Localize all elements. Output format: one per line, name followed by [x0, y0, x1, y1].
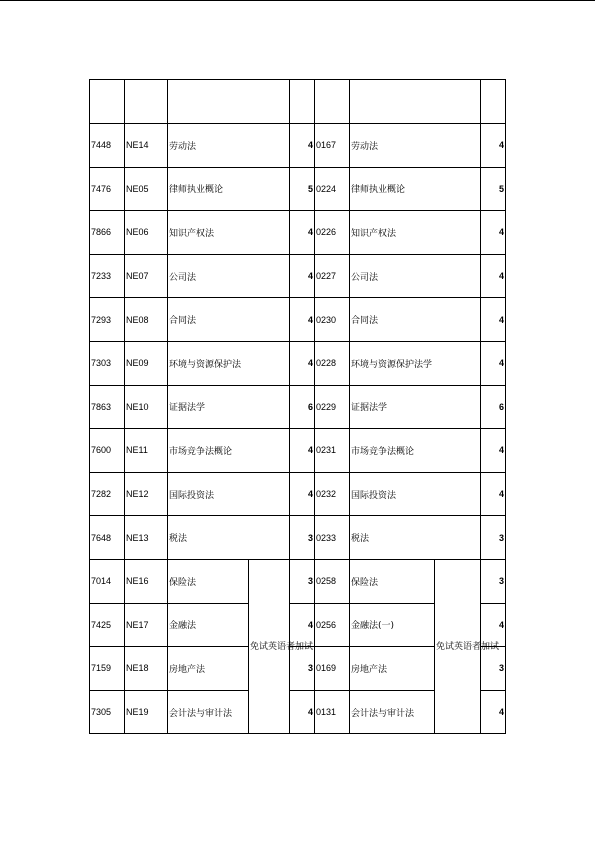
table-header-row [90, 80, 506, 124]
header-cell [90, 80, 125, 124]
header-cell [168, 80, 290, 124]
course-code-ne: NE17 [125, 603, 168, 647]
table-row [90, 341, 506, 385]
page-top-rule [0, 0, 595, 1]
table-row [90, 472, 506, 516]
course-code-ne: NE12 [125, 472, 168, 516]
course-code-ne: NE14 [125, 124, 168, 168]
course-name: 税法 [168, 516, 290, 560]
course-code-ne: NE06 [125, 211, 168, 255]
course-code-ne: NE16 [125, 559, 168, 603]
course-code: 7159 [90, 647, 125, 691]
course-credit: 4 [290, 429, 315, 473]
table-row [90, 211, 506, 255]
course-credit: 4 [290, 603, 315, 647]
course-name-alt: 市场竞争法概论 [350, 429, 481, 473]
course-name: 国际投资法 [168, 472, 290, 516]
course-credit-alt: 4 [481, 298, 506, 342]
course-code: 7233 [90, 254, 125, 298]
course-code-alt: 0227 [315, 254, 350, 298]
course-credit-alt: 4 [481, 429, 506, 473]
course-credit-alt: 3 [481, 559, 506, 603]
course-name: 公司法 [168, 254, 290, 298]
course-credit: 5 [290, 167, 315, 211]
course-credit: 4 [290, 124, 315, 168]
course-name-alt: 证据法学 [350, 385, 481, 429]
course-name: 合同法 [168, 298, 290, 342]
course-code-alt: 0229 [315, 385, 350, 429]
course-code-alt: 0226 [315, 211, 350, 255]
course-credit-alt: 4 [481, 254, 506, 298]
course-code-alt: 0167 [315, 124, 350, 168]
course-code-ne: NE19 [125, 690, 168, 734]
table-row [90, 124, 506, 168]
course-code-alt: 0224 [315, 167, 350, 211]
course-credit-alt: 4 [481, 124, 506, 168]
course-code: 7448 [90, 124, 125, 168]
table-row [90, 385, 506, 429]
course-code: 7303 [90, 341, 125, 385]
course-code: 7014 [90, 559, 125, 603]
course-code-alt: 0231 [315, 429, 350, 473]
course-name-alt: 会计法与审计法 [350, 690, 435, 734]
course-credit-alt: 4 [481, 341, 506, 385]
course-code: 7866 [90, 211, 125, 255]
table-row [90, 516, 506, 560]
course-code-alt: 0232 [315, 472, 350, 516]
course-code-alt: 0228 [315, 341, 350, 385]
course-name: 律师执业概论 [168, 167, 290, 211]
course-credit: 3 [290, 647, 315, 691]
course-name-alt: 国际投资法 [350, 472, 481, 516]
course-credit: 4 [290, 690, 315, 734]
course-name-alt: 劳动法 [350, 124, 481, 168]
table-row [90, 254, 506, 298]
course-name-alt: 公司法 [350, 254, 481, 298]
course-credit-alt: 5 [481, 167, 506, 211]
course-credit-alt: 3 [481, 516, 506, 560]
header-cell [350, 80, 481, 124]
course-credit-alt: 4 [481, 603, 506, 647]
course-name-alt: 房地产法 [350, 647, 435, 691]
header-cell [481, 80, 506, 124]
course-code: 7425 [90, 603, 125, 647]
course-code: 7293 [90, 298, 125, 342]
course-name-alt: 税法 [350, 516, 481, 560]
course-code-alt: 0169 [315, 647, 350, 691]
course-name: 环境与资源保护法 [168, 341, 290, 385]
course-name-alt: 金融法(一) [350, 603, 435, 647]
exam-note: 免试英语者加试 [249, 559, 290, 733]
course-name: 市场竞争法概论 [168, 429, 290, 473]
course-code: 7863 [90, 385, 125, 429]
course-code-ne: NE18 [125, 647, 168, 691]
course-code-ne: NE07 [125, 254, 168, 298]
course-code-alt: 0230 [315, 298, 350, 342]
course-code-ne: NE10 [125, 385, 168, 429]
course-table [89, 79, 506, 734]
course-code-ne: NE05 [125, 167, 168, 211]
header-cell [315, 80, 350, 124]
course-credit: 3 [290, 516, 315, 560]
course-name: 证据法学 [168, 385, 290, 429]
course-name: 会计法与审计法 [168, 690, 249, 734]
course-credit-alt: 4 [481, 211, 506, 255]
course-name: 房地产法 [168, 647, 249, 691]
course-code: 7600 [90, 429, 125, 473]
course-name-alt: 合同法 [350, 298, 481, 342]
course-code-ne: NE09 [125, 341, 168, 385]
course-credit-alt: 6 [481, 385, 506, 429]
course-credit: 6 [290, 385, 315, 429]
course-name-alt: 律师执业概论 [350, 167, 481, 211]
exam-note-alt: 免试英语者加试 [435, 559, 481, 733]
course-code-alt: 0233 [315, 516, 350, 560]
course-code: 7476 [90, 167, 125, 211]
course-name-alt: 环境与资源保护法学 [350, 341, 481, 385]
course-credit: 4 [290, 341, 315, 385]
course-credit-alt: 4 [481, 472, 506, 516]
course-name-alt: 保险法 [350, 559, 435, 603]
course-credit: 4 [290, 254, 315, 298]
course-credit-alt: 4 [481, 690, 506, 734]
course-code-ne: NE11 [125, 429, 168, 473]
course-credit: 4 [290, 472, 315, 516]
course-name: 知识产权法 [168, 211, 290, 255]
course-code-alt: 0131 [315, 690, 350, 734]
table-row [90, 559, 506, 603]
course-code: 7282 [90, 472, 125, 516]
table-row [90, 429, 506, 473]
table-row [90, 298, 506, 342]
course-name-alt: 知识产权法 [350, 211, 481, 255]
course-credit: 4 [290, 211, 315, 255]
course-code-alt: 0258 [315, 559, 350, 603]
course-code-ne: NE08 [125, 298, 168, 342]
header-cell [290, 80, 315, 124]
course-name: 劳动法 [168, 124, 290, 168]
course-credit-alt: 3 [481, 647, 506, 691]
course-code-alt: 0256 [315, 603, 350, 647]
table-row [90, 167, 506, 211]
course-code-ne: NE13 [125, 516, 168, 560]
course-code: 7305 [90, 690, 125, 734]
header-cell [125, 80, 168, 124]
course-name: 金融法 [168, 603, 249, 647]
course-name: 保险法 [168, 559, 249, 603]
course-code: 7648 [90, 516, 125, 560]
course-credit: 4 [290, 298, 315, 342]
course-credit: 3 [290, 559, 315, 603]
